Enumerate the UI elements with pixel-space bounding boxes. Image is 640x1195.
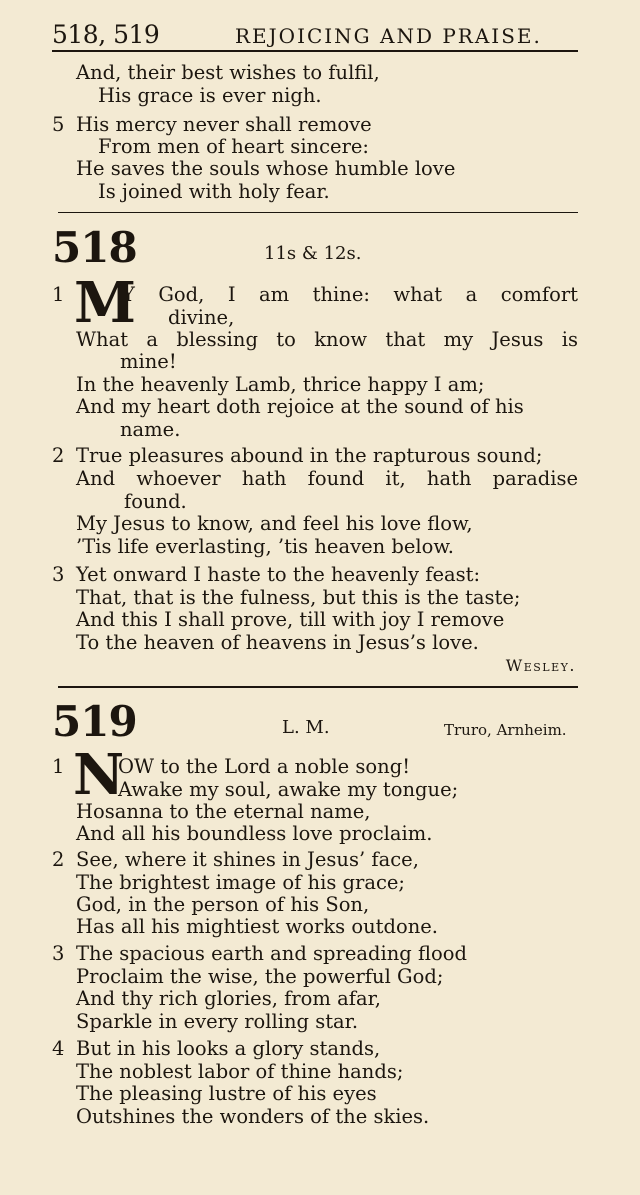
- verse-number: 3: [52, 563, 65, 586]
- verse-line: Is joined with holy fear.: [98, 180, 330, 203]
- running-header: [52, 20, 580, 50]
- verse-line: Has all his mightiest works outdone.: [76, 915, 438, 938]
- hymn-meter: L. M.: [282, 717, 330, 738]
- verse-line: OW to the Lord a noble song!: [118, 755, 411, 778]
- verse-number: 1: [52, 283, 65, 306]
- header-rule: [52, 50, 578, 52]
- verse-line: The spacious earth and spreading flood: [76, 942, 467, 965]
- hymn-author: Wesley.: [505, 656, 576, 675]
- verse-line: Hosanna to the eternal name,: [76, 800, 371, 823]
- verse-line: Sparkle in every rolling star.: [76, 1010, 359, 1033]
- verse-line: His grace is ever nigh.: [98, 84, 322, 107]
- drop-cap: M: [74, 270, 136, 336]
- verse-line: My Jesus to know, and feel his love flow,: [76, 512, 473, 535]
- verse-line: And my heart doth rejoice at the sound of his: [76, 395, 524, 418]
- verse-line: name.: [120, 418, 181, 441]
- hymn-divider: [58, 686, 578, 688]
- verse-line: But in his looks a glory stands,: [76, 1037, 381, 1060]
- drop-cap: N: [73, 742, 125, 808]
- verse-line: From men of heart sincere:: [98, 135, 370, 158]
- hymn-number: 519: [52, 697, 137, 746]
- hymn-divider: [58, 212, 578, 213]
- tune-names: Truro, Arnheim.: [444, 721, 567, 739]
- verse-line: ’Tis life everlasting, ’tis heaven below.: [76, 535, 454, 558]
- section-title: REJOICING AND PRAISE.: [235, 24, 542, 48]
- verse-number: 5: [52, 113, 65, 136]
- verse-number: 3: [52, 942, 65, 965]
- verse-line: Outshines the wonders of the skies.: [76, 1105, 430, 1128]
- verse-line: Awake my soul, awake my tongue;: [118, 778, 459, 801]
- verse-number: 4: [52, 1037, 65, 1060]
- verse-line: Yet onward I haste to the heavenly feast:: [76, 563, 481, 586]
- verse-line: And thy rich glories, from afar,: [76, 987, 381, 1010]
- verse-line: Y God, I am thine: what a comfort: [122, 283, 578, 306]
- verse-line: mine!: [120, 350, 177, 373]
- verse-line: found.: [124, 490, 187, 513]
- verse-number: 1: [52, 755, 65, 778]
- verse-line: His mercy never shall remove: [76, 113, 372, 136]
- verse-line: He saves the souls whose humble love: [76, 157, 456, 180]
- verse-line: And all his boundless love proclaim.: [76, 822, 433, 845]
- verse-line: To the heaven of heavens in Jesus’s love.: [76, 631, 479, 654]
- verse-line: divine,: [168, 306, 235, 329]
- verse-line: The pleasing lustre of his eyes: [76, 1082, 377, 1105]
- verse-number: 2: [52, 848, 65, 871]
- verse-line: See, where it shines in Jesus’ face,: [76, 848, 419, 871]
- verse-line: The noblest labor of thine hands;: [76, 1060, 404, 1083]
- hymn-meter: 11s & 12s.: [264, 243, 362, 264]
- verse-line: Proclaim the wise, the powerful God;: [76, 965, 444, 988]
- verse-number: 2: [52, 444, 65, 467]
- verse-line: And whoever hath found it, hath paradise: [76, 467, 578, 490]
- verse-line: What a blessing to know that my Jesus is: [76, 328, 578, 351]
- verse-line: And, their best wishes to fulfil,: [76, 61, 380, 84]
- verse-line: The brightest image of his grace;: [76, 871, 405, 894]
- verse-line: God, in the person of his Son,: [76, 893, 370, 916]
- verse-line: That, that is the fulness, but this is the taste;: [76, 586, 521, 609]
- hymn-number: 518: [52, 223, 137, 272]
- verse-line: And this I shall prove, till with joy I remove: [76, 608, 505, 631]
- verse-line: In the heavenly Lamb, thrice happy I am;: [76, 373, 485, 396]
- verse-line: True pleasures abound in the rapturous sound;: [76, 444, 543, 467]
- page-numbers: 518, 519: [52, 20, 160, 49]
